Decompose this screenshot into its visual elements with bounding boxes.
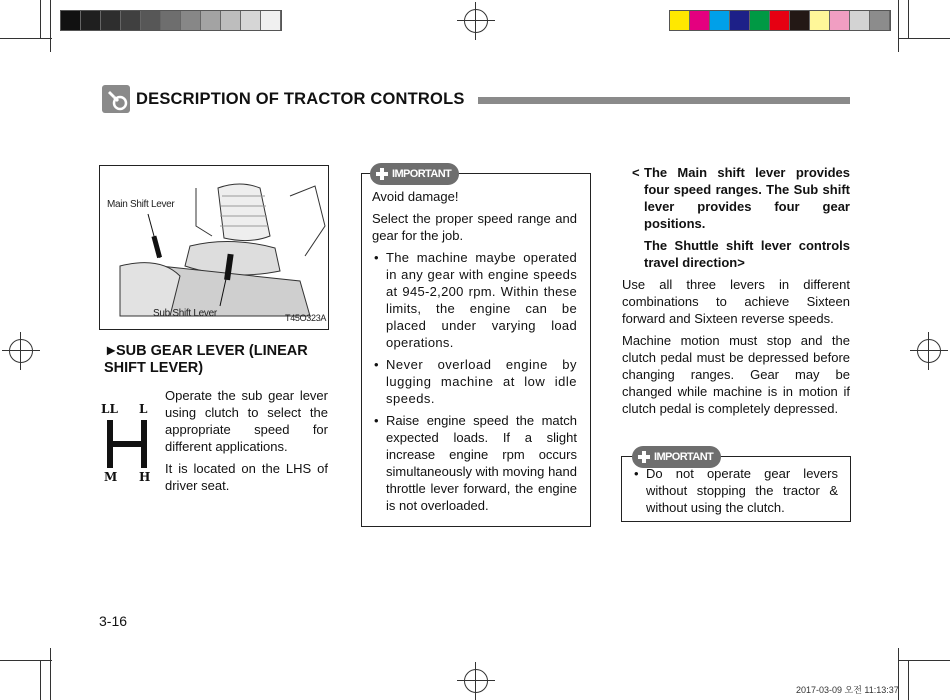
color-swatch — [241, 11, 261, 30]
notice-bullet-list — [372, 249, 577, 514]
important-badge-label: IMPORTANT — [654, 451, 714, 463]
page-title: DESCRIPTION OF TRACTOR CONTROLS — [136, 90, 465, 108]
color-swatch — [810, 11, 830, 30]
crop-mark — [40, 0, 41, 38]
list-item: • Never overload engine by lugging machine at low idle speeds. — [372, 356, 577, 407]
important-notice-box — [621, 451, 851, 522]
sub-gear-description — [165, 387, 328, 499]
color-swatch — [161, 11, 181, 30]
page-number: 3-16 — [99, 613, 128, 629]
color-swatch — [690, 11, 710, 30]
triangle-right-icon: ► — [104, 343, 119, 359]
list-item: • The machine maybe operated in any gear with engine speeds at 945-2,200 rpm. Within these limits, the engine can be placed under varying load operations. — [372, 249, 577, 351]
notice-line: Avoid damage! — [372, 189, 459, 204]
paragraph: Use all three levers in different combinations to achieve Sixteen forward and Sixteen reverse speeds. — [622, 277, 850, 326]
shift-pos-ll: LL — [101, 402, 118, 416]
important-badge-label: IMPORTANT — [392, 168, 452, 180]
paragraph: Machine motion must stop and the clutch pedal must be depressed before changing ranges. Gear may be changed while machine is in motion if clutch pedal is completely depressed. — [622, 333, 850, 416]
paragraph: Operate the sub gear lever using clutch to select the appropriate speed for different applications. — [165, 388, 328, 454]
important-badge — [370, 163, 459, 185]
right-column — [622, 164, 850, 422]
color-swatch — [870, 11, 890, 30]
important-notice-box — [361, 168, 591, 527]
shift-gate — [107, 441, 147, 447]
crop-mark — [40, 660, 41, 700]
print-timestamp: 2017-03-09 오전 11:13:37 — [796, 685, 899, 695]
color-swatch — [710, 11, 730, 30]
section-heading-text: SUB GEAR LEVER (LINEAR SHIFT LEVER) — [104, 343, 308, 376]
gray-swatch-bar — [60, 10, 282, 31]
paragraph: It is located on the LHS of driver seat. — [165, 461, 328, 493]
color-swatch — [141, 11, 161, 30]
sub-shift-lever-label: Sub Shift Lever — [153, 308, 217, 319]
list-item: • Raise engine speed the match expected loads. If a slight increase engine rpm occurs simultaneously with moving hand throttle lever forward, the engine is not overloaded. — [372, 412, 577, 514]
emphasis-text: The Main shift lever provides four speed ranges. The Sub shift lever provides four gear positions. — [644, 165, 850, 231]
shift-pos-m: M — [104, 470, 118, 484]
color-swatch — [850, 11, 870, 30]
color-swatch — [730, 11, 750, 30]
section-heading — [104, 343, 334, 377]
color-swatch — [181, 11, 201, 30]
color-swatch — [670, 11, 690, 30]
list-item: • Do not operate gear levers without stopping the tractor & without using the clutch. — [632, 465, 838, 516]
tractor-seat-figure — [99, 165, 329, 330]
emphasis-text: The Shuttle shift lever controls travel direction — [644, 238, 850, 270]
color-swatch — [101, 11, 121, 30]
crop-mark — [0, 38, 52, 39]
color-swatch — [790, 11, 810, 30]
wrench-icon — [102, 85, 130, 113]
plus-icon — [376, 168, 388, 180]
color-swatch — [221, 11, 241, 30]
seat-illustration — [100, 166, 328, 329]
crop-mark — [898, 660, 950, 661]
crop-mark — [908, 0, 909, 38]
crop-mark — [50, 648, 51, 700]
color-swatch — [770, 11, 790, 30]
plus-icon — [638, 451, 650, 463]
registration-mark — [464, 669, 488, 693]
color-swatch — [81, 11, 101, 30]
crop-mark — [898, 38, 950, 39]
color-swatch — [61, 11, 81, 30]
color-swatch — [121, 11, 141, 30]
emphasis-block: The Shuttle shift lever controls travel direction> — [644, 238, 850, 270]
main-shift-lever-label: Main Shift Lever — [107, 199, 175, 210]
figure-code: T45O323A — [285, 313, 327, 323]
shift-pos-l: L — [139, 402, 148, 416]
crop-mark — [0, 660, 52, 661]
shift-pattern-diagram — [101, 402, 153, 486]
title-rule — [478, 97, 850, 104]
color-swatch — [201, 11, 221, 30]
color-swatch — [750, 11, 770, 30]
registration-mark — [9, 339, 33, 363]
angle-bracket-icon: < — [632, 165, 640, 180]
shift-pos-h: H — [139, 470, 151, 484]
notice-bullet-list — [632, 465, 838, 521]
emphasis-block — [622, 164, 850, 232]
color-swatch-bar — [669, 10, 891, 31]
notice-line: Select the proper speed range and gear for the job. — [372, 211, 577, 243]
crop-mark — [908, 660, 909, 700]
color-swatch — [830, 11, 850, 30]
color-swatch — [261, 11, 281, 30]
registration-mark — [464, 9, 488, 33]
crop-mark — [898, 0, 899, 52]
registration-mark — [917, 339, 941, 363]
crop-mark — [50, 0, 51, 52]
